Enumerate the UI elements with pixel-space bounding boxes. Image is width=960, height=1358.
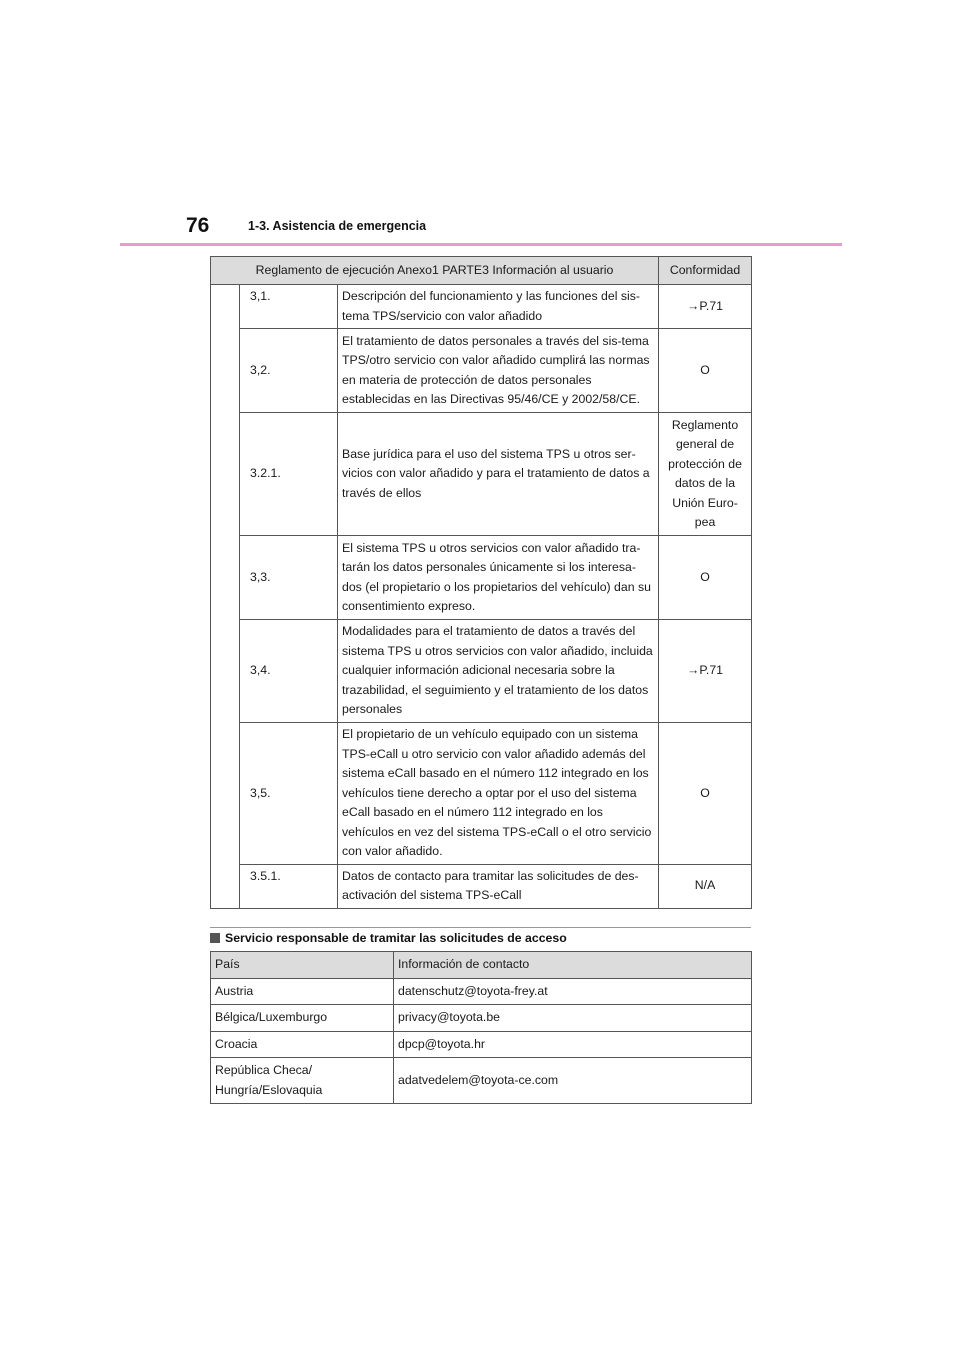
table-row [211, 620, 752, 723]
column-header-conformity: Conformidad [659, 257, 752, 285]
row-description: El tratamiento de datos personales a través del sis-tema TPS/otro servicio con valor añadido cumplirá las normas en materia de protección de datos personales establecidas en las Directivas 95/46/CE y 2002/58/CE. [338, 329, 659, 413]
row-description: Descripción del funcionamiento y las funciones del sis-tema TPS/servicio con valor añadido [338, 285, 659, 329]
row-description: Modalidades para el tratamiento de datos a través del sistema TPS u otros servicios con valor añadido, incluida cualquier información adicional necesaria sobre la trazabilidad, el seguimiento y el tratamiento de los datos personales [338, 620, 659, 723]
table-row [211, 1005, 752, 1032]
table-row [211, 413, 752, 536]
row-conformity: Reglamento general de protección de datos de la Unión Euro-pea [659, 413, 752, 536]
contact-table-header [211, 952, 752, 979]
row-conformity: O [659, 536, 752, 620]
row-number: 3,4. [240, 620, 338, 723]
regulation-table [210, 256, 752, 909]
row-number: 3.5.1. [240, 864, 338, 908]
table-row [211, 536, 752, 620]
row-number: 3,2. [240, 329, 338, 413]
regulation-table-header [211, 257, 752, 285]
row-conformity: O [659, 329, 752, 413]
section-title: 1-3. Asistencia de emergencia [248, 219, 427, 233]
row-description: El sistema TPS u otros servicios con valor añadido tra-tarán los datos personales únicamente si los interesa-dos (el propietario o los propietarios del vehículo) dan su consentimiento expreso. [338, 536, 659, 620]
row-number: 3.2.1. [240, 413, 338, 536]
table-row [211, 1031, 752, 1058]
table-row [211, 1058, 752, 1104]
subsection-heading [210, 931, 567, 945]
column-header-country: País [211, 952, 394, 979]
row-conformity: O [659, 723, 752, 865]
subsection-title: Servicio responsable de tramitar las solicitudes de acceso [225, 931, 567, 945]
page-number: 76 [186, 214, 210, 237]
table-row [211, 864, 752, 908]
row-number: 3,1. [240, 285, 338, 329]
table-row [211, 329, 752, 413]
contact-email: adatvedelem@toyota-ce.com [394, 1058, 752, 1104]
contact-table [210, 951, 752, 1104]
row-number: 3,5. [240, 723, 338, 865]
country-cell: Austria [211, 978, 394, 1005]
column-header-regulation: Reglamento de ejecución Anexo1 PARTE3 Información al usuario [211, 257, 659, 285]
contact-email: privacy@toyota.be [394, 1005, 752, 1032]
row-description: Datos de contacto para tramitar las solicitudes de des-activación del sistema TPS-eCall [338, 864, 659, 908]
indent-cell [211, 285, 240, 909]
square-bullet-icon [210, 933, 220, 943]
table-row [211, 285, 752, 329]
row-conformity: N/A [659, 864, 752, 908]
country-cell: Bélgica/Luxemburgo [211, 1005, 394, 1032]
section-divider [210, 927, 751, 928]
header-rule [120, 243, 842, 246]
row-description: Base jurídica para el uso del sistema TPS u otros ser-vicios con valor añadido y para el tratamiento de datos a través de ellos [338, 413, 659, 536]
row-conformity: →P.71 [659, 620, 752, 723]
country-cell: Croacia [211, 1031, 394, 1058]
contact-email: dpcp@toyota.hr [394, 1031, 752, 1058]
row-description: El propietario de un vehículo equipado con un sistema TPS-eCall u otro servicio con valor añadido además del sistema eCall basado en el número 112 integrado en los vehículos tiene derecho a optar por el uso del sistema eCall basado en el número 112 integrado en los vehículos en vez del sistema TPS-eCall o el otro servicio con valor añadido. [338, 723, 659, 865]
table-row [211, 723, 752, 865]
row-conformity: →P.71 [659, 285, 752, 329]
row-number: 3,3. [240, 536, 338, 620]
contact-email: datenschutz@toyota-frey.at [394, 978, 752, 1005]
column-header-contact: Información de contacto [394, 952, 752, 979]
country-cell: República Checa/ Hungría/Eslovaquia [211, 1058, 394, 1104]
table-row [211, 978, 752, 1005]
